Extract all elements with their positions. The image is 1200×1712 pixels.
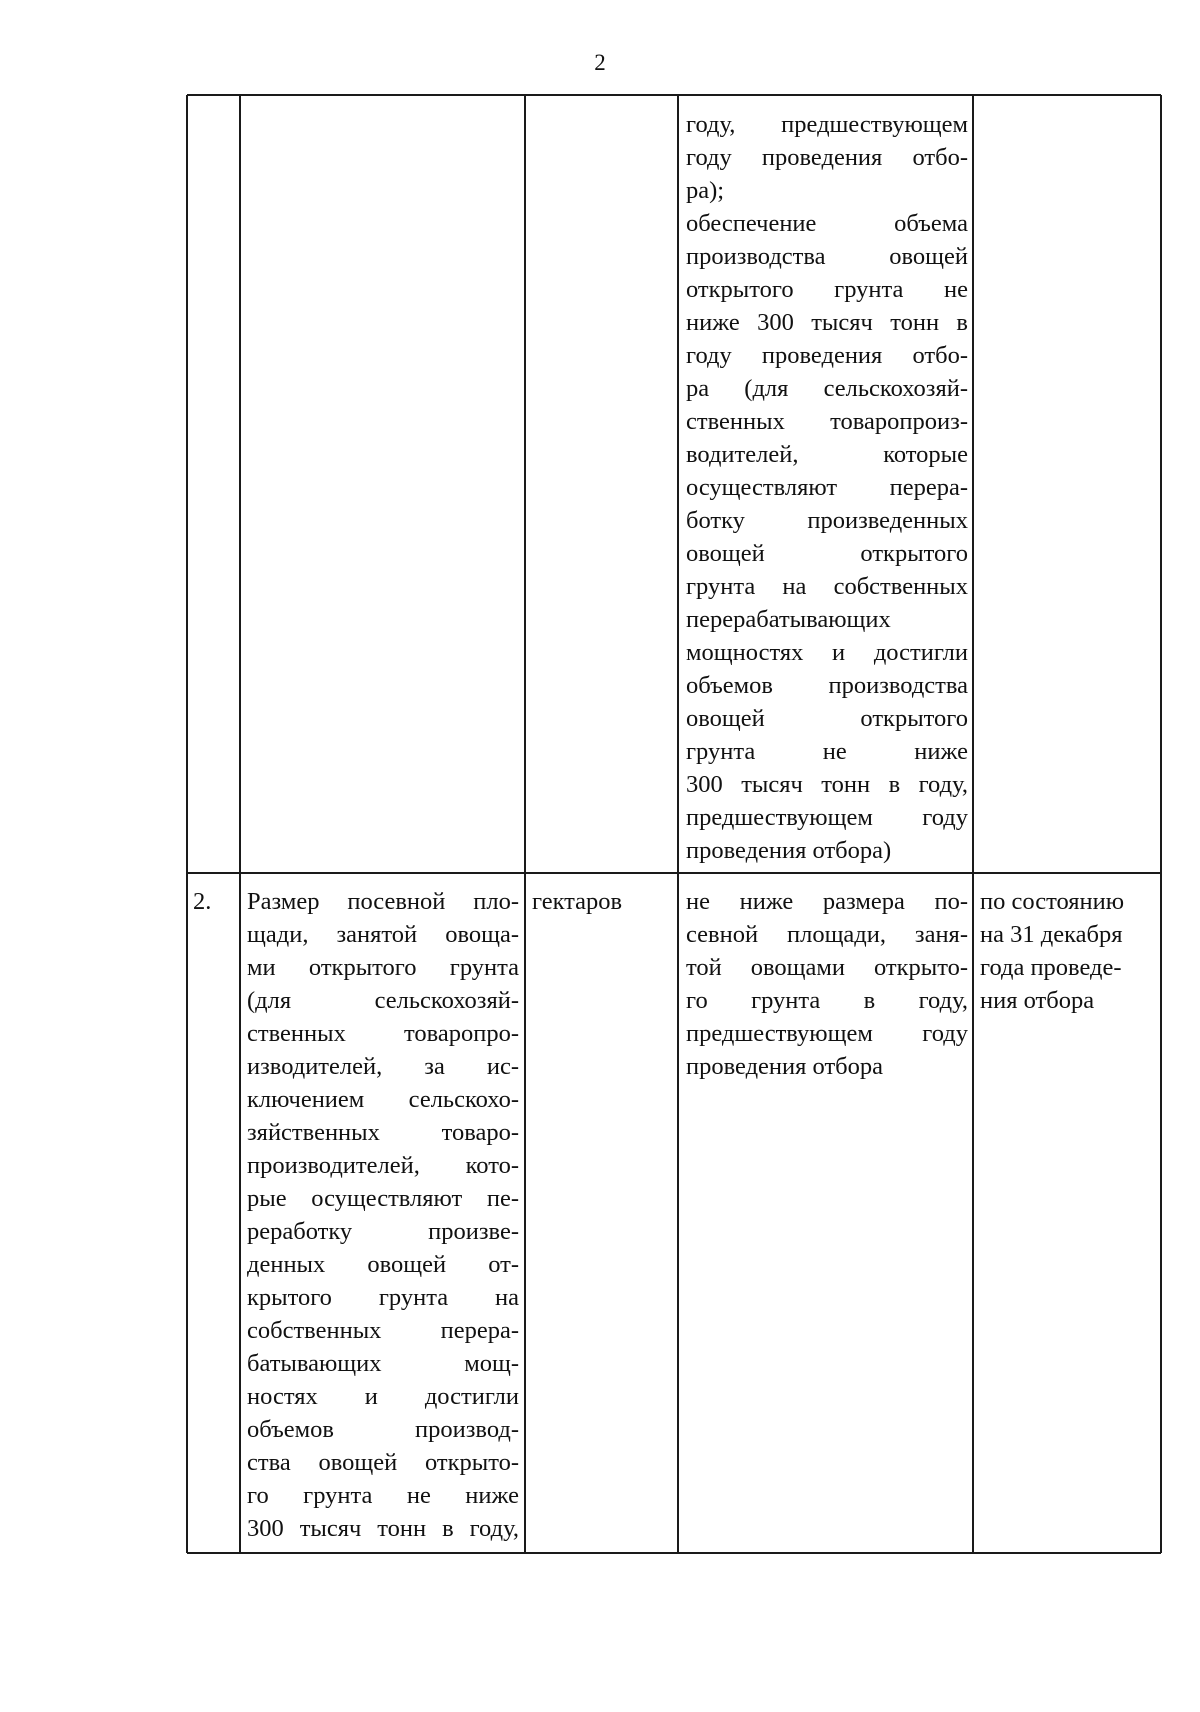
indicator-cell — [247, 885, 519, 1545]
criterion-line: осуществляют перера- — [686, 474, 968, 501]
criterion-line: овощей открытого — [686, 705, 968, 732]
indicator-line: производителей, кото- — [247, 1152, 519, 1179]
criterion-line: предшествующем году — [686, 804, 968, 831]
indicator-line: батывающих мощ- — [247, 1350, 519, 1377]
criterion-line: севной площади, заня- — [686, 921, 968, 948]
criterion-line: производства овощей — [686, 243, 968, 270]
indicator-line: го грунта не ниже — [247, 1482, 519, 1509]
criterion-line: не ниже размера по- — [686, 888, 968, 915]
unit-cell: гектаров — [532, 888, 623, 915]
indicator-line: ства овощей открыто- — [247, 1449, 519, 1476]
date-cell — [980, 885, 1158, 1017]
criterion-line: водителей, которые — [686, 441, 968, 468]
criterion-cell-continuation — [686, 108, 968, 867]
criterion-cell — [686, 885, 968, 1083]
date-line: на 31 декабря — [980, 921, 1123, 948]
indicator-line: ностях и достигли — [247, 1383, 519, 1410]
indicator-line: крытого грунта на — [247, 1284, 519, 1311]
criterion-line: открытого грунта не — [686, 276, 968, 303]
row-number: 2. — [193, 888, 212, 915]
criterion-line: го грунта в году, — [686, 987, 968, 1014]
indicator-line: (для сельскохозяй- — [247, 987, 519, 1014]
criterion-line: 300 тысяч тонн в году, — [686, 771, 968, 798]
indicator-line: 300 тысяч тонн в году, — [247, 1515, 519, 1542]
criterion-line: предшествующем году — [686, 1020, 968, 1047]
indicator-line: денных овощей от- — [247, 1251, 519, 1278]
criterion-line: ра (для сельскохозяй- — [686, 375, 968, 402]
criterion-line: году проведения отбо- — [686, 342, 968, 369]
criterion-line: проведения отбора) — [686, 837, 892, 864]
criterion-line: перерабатывающих — [686, 606, 891, 633]
indicator-line: зяйственных товаро- — [247, 1119, 519, 1146]
criterion-line: грунта не ниже — [686, 738, 968, 765]
criterion-line: обеспечение объема — [686, 210, 968, 237]
criterion-line: грунта на собственных — [686, 573, 968, 600]
criterion-line: проведения отбора — [686, 1053, 884, 1080]
date-line: по состоянию — [980, 888, 1125, 915]
date-line: ния отбора — [980, 987, 1095, 1014]
indicator-line: Размер посевной пло- — [247, 888, 519, 915]
indicator-line: объемов производ- — [247, 1416, 519, 1443]
indicator-line: ми открытого грунта — [247, 954, 519, 981]
criterion-line: объемов производства — [686, 672, 968, 699]
criterion-line: году проведения отбо- — [686, 144, 968, 171]
indicator-line: щади, занятой овоща- — [247, 921, 519, 948]
page-number: 2 — [594, 50, 606, 75]
indicator-line: реработку произве- — [247, 1218, 519, 1245]
criterion-line: овощей открытого — [686, 540, 968, 567]
indicator-line: рые осуществляют пе- — [247, 1185, 519, 1212]
indicator-line: ключением сельскохо- — [247, 1086, 519, 1113]
criterion-line: ботку произведенных — [686, 507, 968, 534]
criterion-line: мощностях и достигли — [686, 639, 968, 666]
indicator-line: ственных товаропро- — [247, 1020, 519, 1047]
criterion-line: ниже 300 тысяч тонн в — [686, 309, 968, 336]
criterion-line: той овощами открыто- — [686, 954, 968, 981]
criterion-line: ственных товаропроиз- — [686, 408, 968, 435]
criterion-line: году, предшествующем — [686, 111, 968, 138]
date-line: года проведе- — [980, 954, 1122, 981]
indicator-line: изводителей, за ис- — [247, 1053, 519, 1080]
indicator-line: собственных перера- — [247, 1317, 519, 1344]
criterion-line: ра); — [686, 177, 725, 204]
